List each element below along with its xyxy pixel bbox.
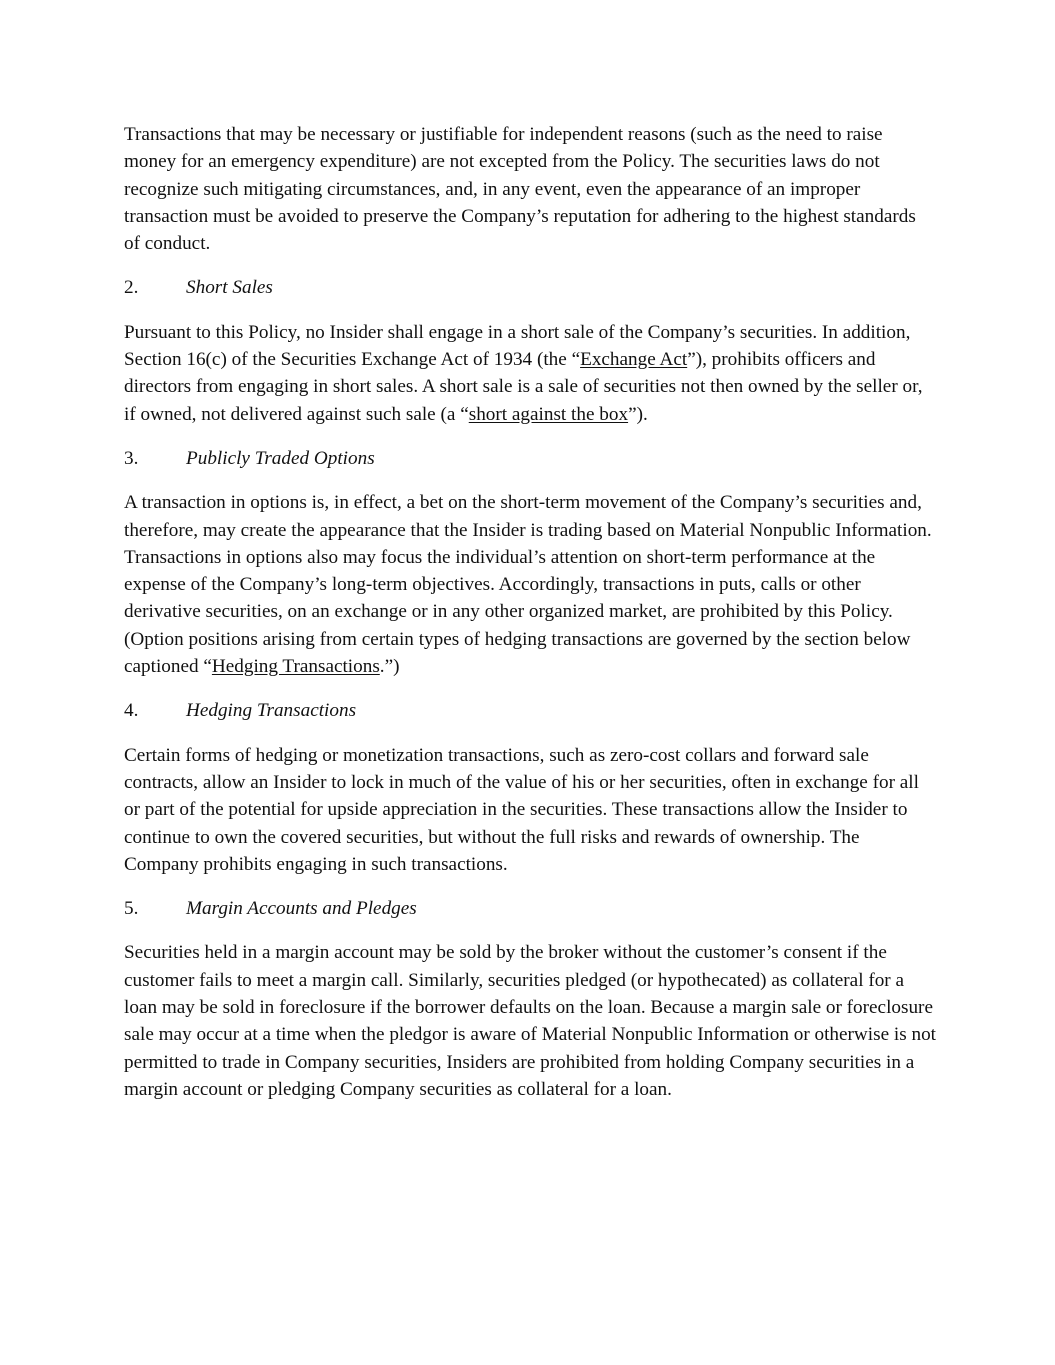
document-page [124,121,936,1120]
section-3-title: Publicly Traded Options [186,447,375,469]
section-3-heading [124,445,936,472]
section-5-title: Margin Accounts and Pledges [186,898,417,920]
hedging-transactions-term: Hedging Transactions [211,656,380,678]
intro-paragraph: Transactions that may be necessary or justifiable for independent reasons (such as the need to raise money for an emergency expenditure) are not excepted from the Policy. The securities laws do not recognize such mitigating circumstances, and, in any event, even the appearance of an improper transaction must be avoided to preserve the Company’s reputation for adhering to the highest standards of conduct. [124,124,916,255]
section-3-text-2: .”) [379,656,400,678]
section-2-text-3: ”). [628,403,648,425]
section-2-text-2: ”), prohibits officers and directors from engaging in short sales. A short sale is a sale of securities not then owned by the seller or, if owned, not delivered against such sale (a “ [124,349,923,425]
section-2-text-1: Pursuant to this Policy, no Insider shall engage in a short sale of the Company’s securities. In addition, Section 16(c) of the Securities Exchange Act of 1934 (the “ [124,321,911,371]
section-4-paragraph: Certain forms of hedging or monetization transactions, such as zero-cost collars and forward sale contracts, allow an Insider to lock in much of the value of his or her securities, often in exchange for all or part of the potential for upside appreciation in the securities. These transactions allow the Insider to continue to own the covered securities, but without the full risks and rewards of ownership. The Company prohibits engaging in such transactions. [124,744,919,875]
section-2-paragraph [124,319,936,428]
section-4-title: Hedging Transactions [186,700,357,722]
section-4-number: 4. [124,700,139,722]
section-5-number: 5. [124,898,139,920]
section-2-title: Short Sales [186,277,273,299]
section-2-number: 2. [124,277,139,299]
section-3-paragraph [124,489,936,680]
section-2-heading [124,274,936,301]
exchange-act-term: Exchange Act [580,349,688,371]
short-against-the-box-term: short against the box [468,403,629,425]
section-3-number: 3. [124,447,139,469]
section-3-text-1: A transaction in options is, in effect, a bet on the short-term movement of the Company’s securities and, therefore, may create the appearance that the Insider is trading based on Material Nonpublic Information. Transactions in options also may focus the individual’s attention on short-term performance at the expense of the Company’s long-term objectives. Accordingly, transactions in puts, calls or other derivative securities, on an exchange or in any other organized market, are prohibited by this Policy. (Option positions arising from certain types of hedging transactions are governed by the section below captioned “ [124,492,932,678]
section-4-heading [124,697,936,724]
section-5-heading [124,895,936,922]
section-5-paragraph: Securities held in a margin account may be sold by the broker without the customer’s consent if the customer fails to meet a margin call. Similarly, securities pledged (or hypothecated) as collateral for a loan may be sold in foreclosure if the borrower defaults on the loan. Because a margin sale or foreclosure sale may occur at a time when the pledgor is aware of Material Nonpublic Information or otherwise is not permitted to trade in Company securities, Insiders are prohibited from holding Company securities in a margin account or pledging Company securities as collateral for a loan. [124,942,937,1100]
